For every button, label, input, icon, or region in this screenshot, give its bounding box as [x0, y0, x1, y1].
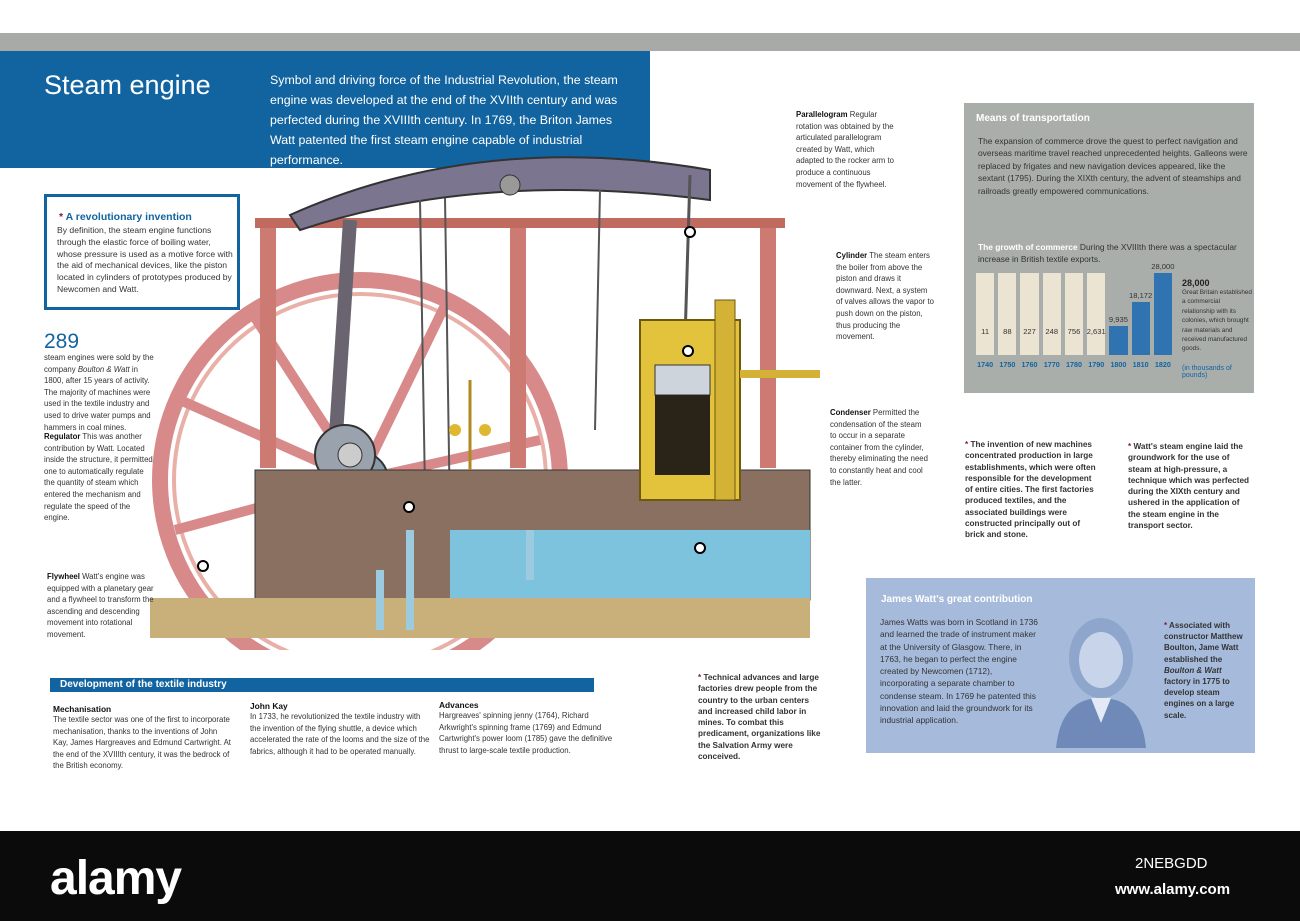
- chart-bar-1820: [1154, 273, 1172, 355]
- regulator-pointer: [403, 501, 415, 513]
- footer: [0, 831, 1300, 921]
- chart-tick-label-1790: 1790: [1088, 360, 1105, 369]
- watt-side-before: Associated with constructor Matthew Boulton, Jame Watt established the: [1164, 621, 1243, 664]
- watt-engine-note-text: Watt's steam engine laid the groundwork for the use of steam at high-pressure, a technique which was perfected during the XIXth century and ushered in the application of the steam engine in the transport sector.: [1128, 442, 1250, 531]
- mechanisation-title: Mechanisation: [53, 704, 112, 714]
- james-watt-portrait-icon: [1046, 598, 1156, 748]
- star-icon: *: [59, 211, 64, 223]
- transport-text: The expansion of commerce drove the quest to perfect navigation and overseas maritime travel reached unprecedented heights. Galleons were replaced by frigates and new navigation devices appeared, like the sextant (1795). During the XIXth century, the advent of steamships and railroads greatly empowered communications.: [978, 136, 1248, 196]
- advances-text: Hargreaves' spinning jenny (1764), Richard Arkwright's spinning frame (1769) and Edmund Cartwright's power loom (1785) gave the definitive thrust to large-scale textile production.: [439, 711, 613, 755]
- chart-value-label-1810: 18,172: [1129, 290, 1153, 300]
- star-icon: *: [1164, 621, 1170, 630]
- advances-title: Advances: [439, 700, 479, 710]
- chart-tick-label-1820: 1820: [1154, 360, 1171, 369]
- chart-bar-1810: [1132, 302, 1150, 355]
- growth-title: The growth of commerce: [978, 242, 1078, 252]
- chart-value-label-1770: 248: [1045, 327, 1059, 336]
- watt-text: James Watts was born in Scotland in 1736 and learned the trade of instrument maker at the University of Glasgow. There, in 1763, he began to perfect the engine created by Newcomen (1712), incorporating a separate chamber to condense steam. In 1769 he patented this innovation and laid the groundwork for its industrial application.: [880, 617, 1038, 726]
- cylinder-text: The steam enters the boiler from above the piston and draws it downward. Next, a system of valves allows the vapor to push down on the piston, thus producing the movement.: [836, 251, 934, 342]
- engines-sold-text-after: in 1800, after 15 years of activity. The majority of machines were used in the textile industry and used to drive water pumps and hammers in coal mines.: [44, 364, 151, 432]
- revolutionary-title: [59, 211, 192, 223]
- steam-engine-illustration: [150, 110, 830, 650]
- footer-url[interactable]: www.alamy.com: [1115, 881, 1231, 898]
- parallelogram-label: [796, 109, 896, 190]
- engines-sold-text: [44, 352, 156, 433]
- chart-bar-1800: [1109, 326, 1127, 355]
- growth-body: During the XVIIIth there was a spectacular increase in British textile exports.: [978, 242, 1237, 265]
- flywheel-label: [47, 571, 155, 641]
- image-id: 2NEBGDD: [1135, 855, 1208, 872]
- growth-text: [978, 241, 1248, 266]
- callout-text: Great Britain established a commercial relationship with its colonies, which brought raw materials and received manufactured goods.: [1182, 289, 1252, 353]
- transport-title: Means of transportation: [976, 113, 1090, 124]
- chart-value-label-1750: 88: [1003, 327, 1012, 336]
- mechanisation-text: The textile sector was one of the first to incorporate mechanisation, thanks to the inventions of John Kay, James Hargreaves and Edmund Cartwright. At the end of the XVIIIth century, it was the bedrock of the British economy.: [53, 715, 231, 771]
- mechanisation-column: [53, 704, 233, 772]
- flywheel-text: Watt's engine was equipped with a planetary gear and a flywheel to transform the ascending and descending movement into rotational movement.: [47, 572, 154, 639]
- chart-callout: [1182, 278, 1252, 354]
- parallelogram-text: Regular rotation was obtained by the articulated parallelogram created by Watt, which adapted to the rocker arm to produce a continuous movement of the flywheel.: [796, 110, 894, 189]
- chart-bar-1750: [998, 273, 1016, 355]
- chart-bar-1780: [1065, 273, 1083, 355]
- regulator-text: This was another contribution by Watt. Located inside the structure, it permitted one to automatically regulate the quantity of steam which entered the mechanism and regulate the speed of the engine.: [44, 432, 153, 523]
- chart-tick-label-1800: 1800: [1110, 360, 1127, 369]
- revolutionary-title-text: A revolutionary invention: [65, 211, 192, 223]
- textile-section-title: Development of the textile industry: [60, 679, 227, 690]
- machines-note-text: The invention of new machines concentrated production in large establishments, which were often responsible for the development of entire cities. The first factories produced textiles, and the associated buildings were constructed principally out of brick and stone.: [965, 440, 1096, 540]
- chart-tick-label-1760: 1760: [1021, 360, 1038, 369]
- parallelogram-title: Parallelogram: [796, 110, 848, 119]
- revolutionary-invention-box: [44, 194, 240, 310]
- condenser-text: Permitted the condensation of the steam to occur in a separate container from the cylinder, thereby eliminating the need to constantly heat and cool the latter.: [830, 408, 928, 487]
- engines-sold-company: Boulton & Watt: [77, 364, 130, 374]
- footer-logo: alamy: [50, 852, 182, 905]
- watt-title: James Watt's great contribution: [881, 594, 1033, 605]
- flywheel-pointer: [197, 560, 209, 572]
- intro-text: Symbol and driving force of the Industrial Revolution, the steam engine was developed at the end of the XVIIth century and was perfected during the XVIIIth century. In 1769, the Briton James Watt patented the first steam engine capable of industrial performance.: [270, 73, 618, 167]
- chart-tick-label-1810: 1810: [1132, 360, 1149, 369]
- chart-value-label-1790: 2,631: [1086, 327, 1106, 336]
- cylinder-pointer: [682, 345, 694, 357]
- transport-panel: [964, 103, 1254, 393]
- textile-section-header: [50, 678, 594, 692]
- revolutionary-text: By definition, the steam engine functions through the elastic force of boiling water, whose pressure is used as a motive force with the aid of mechanical devices, like the piston located in cylinders of prototypes produced by Newcomen and Watt.: [57, 225, 233, 294]
- technical-note-text: Technical advances and large factories drew people from the country to the urban centers and increased child labor in mines. To combat this predicament, organizations like the Salvation Army were conceived.: [698, 673, 821, 762]
- chart-value-label-1800: 9,935: [1108, 314, 1128, 324]
- advances-column: [439, 700, 619, 756]
- condenser-title: Condenser: [830, 408, 871, 417]
- engines-sold-number: 289: [44, 330, 80, 353]
- top-band: [0, 33, 1300, 51]
- johnkay-text: In 1733, he revolutionized the textile industry with the invention of the flying shuttle, a device which accelerated the rate of the looms and the size of the fabrics, although it had to be operated manually.: [250, 712, 430, 756]
- chart-value-label-1780: 756: [1067, 327, 1081, 336]
- chart-value-label-1760: 227: [1023, 327, 1036, 336]
- johnkay-column: [250, 701, 430, 757]
- watt-side-note: [1164, 620, 1244, 721]
- watt-side-company: Boulton & Watt: [1164, 665, 1222, 675]
- star-icon: *: [965, 440, 971, 449]
- flywheel-title: Flywheel: [47, 572, 80, 581]
- chart-unit: (in thousands of pounds): [1182, 365, 1232, 379]
- chart-tick-label-1740: 1740: [977, 360, 994, 369]
- chart-value-label-1740: 11: [981, 327, 990, 336]
- watt-side-after: factory in 1775 to develop steam engines on a large scale.: [1164, 677, 1235, 720]
- chart-bar-1740: [976, 273, 994, 355]
- chart-tick-label-1770: 1770: [1043, 360, 1060, 369]
- parallelogram-pointer: [684, 226, 696, 238]
- chart-tick-label-1750: 1750: [999, 360, 1016, 369]
- chart-tick-label-1780: 1780: [1066, 360, 1082, 369]
- regulator-label: [44, 431, 156, 524]
- watt-engine-note: [1128, 441, 1253, 531]
- johnkay-title: John Kay: [250, 701, 288, 711]
- condenser-pointer: [694, 542, 706, 554]
- commerce-bar-chart: [974, 262, 1175, 378]
- chart-value-label-1820: 28,000: [1151, 262, 1175, 271]
- engines-sold-text-before: steam engines were sold by the company: [44, 353, 154, 374]
- chart-bar-1770: [1043, 273, 1061, 355]
- condenser-label: [830, 407, 930, 488]
- star-icon: *: [698, 673, 704, 682]
- callout-value: 28,000: [1182, 278, 1210, 288]
- star-icon: *: [1128, 442, 1134, 451]
- machines-note: [965, 439, 1100, 541]
- watt-panel: [866, 578, 1255, 753]
- cylinder-label: [836, 250, 936, 343]
- cylinder-title: Cylinder: [836, 251, 868, 260]
- technical-note: [698, 672, 823, 762]
- regulator-title: Regulator: [44, 432, 81, 441]
- page-title: Steam engine: [44, 70, 211, 100]
- chart-bar-1760: [1020, 273, 1038, 355]
